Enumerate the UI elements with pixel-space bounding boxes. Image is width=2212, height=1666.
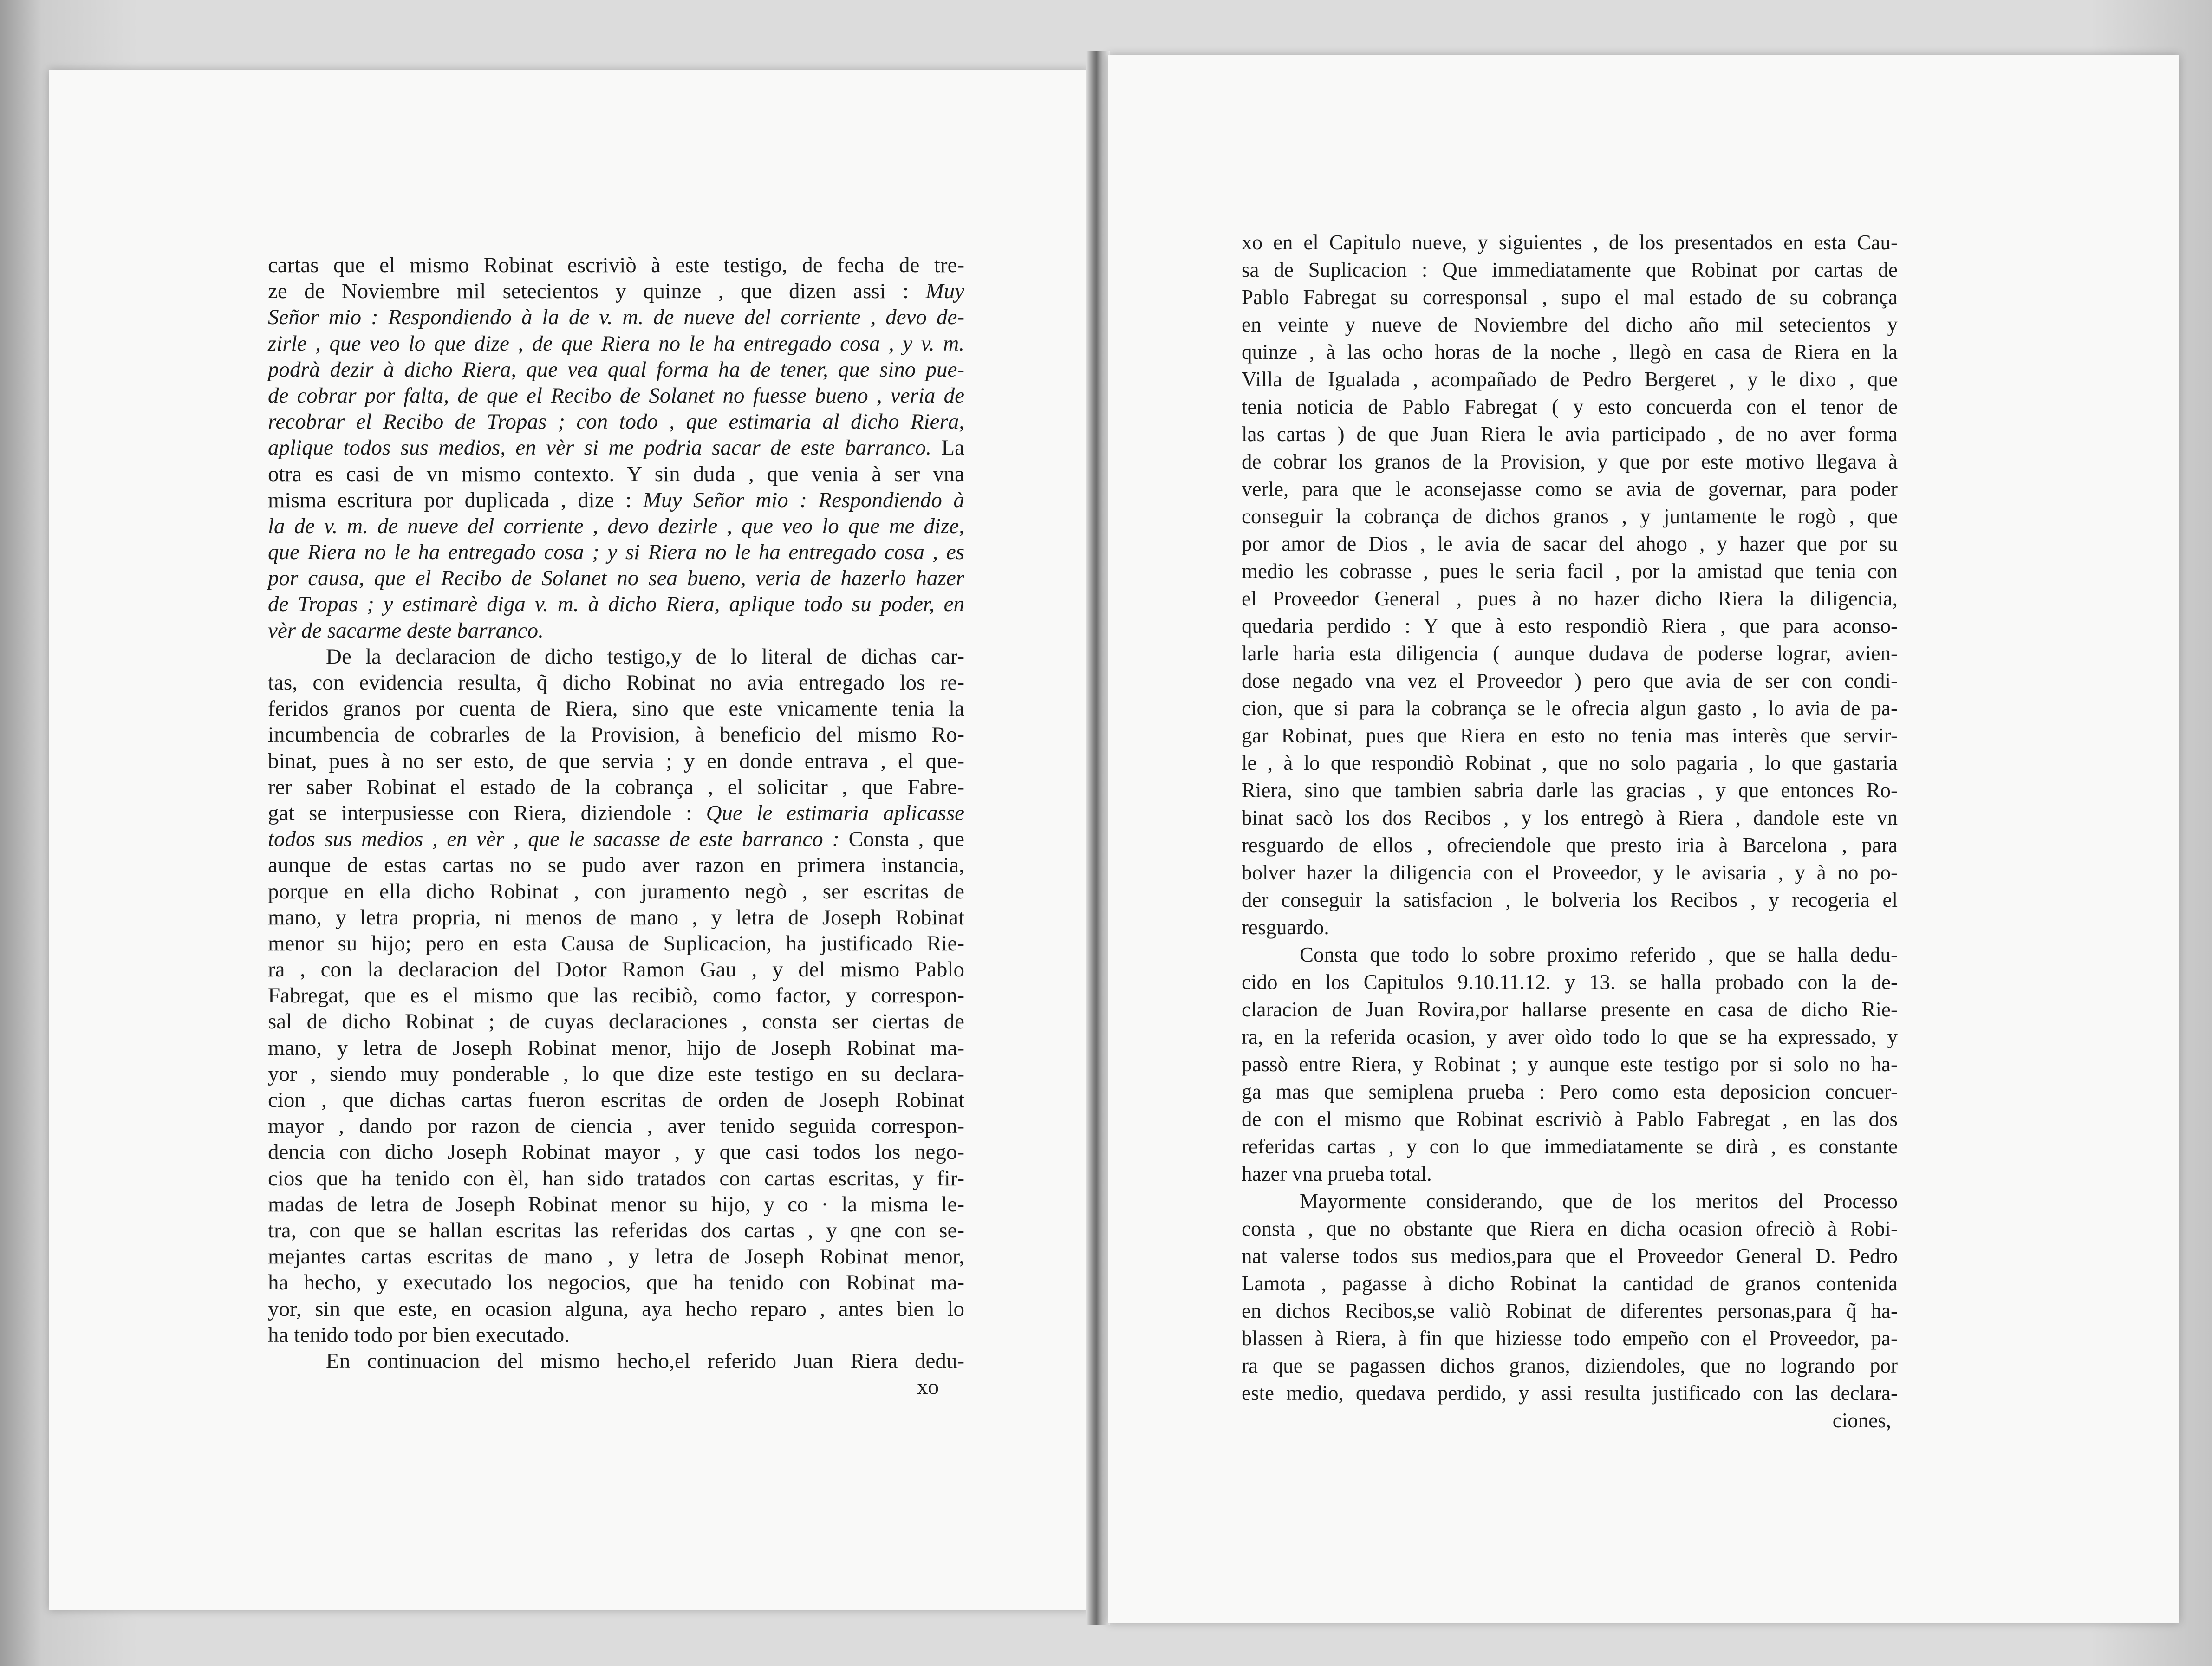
line-text: [1242, 886, 1898, 914]
line-text: [268, 331, 964, 357]
italic-text-segment: recobrar el Recibo de Tropas ; con todo , que estimaria al dicho Riera,: [268, 410, 964, 434]
text-line: [268, 252, 964, 278]
line-text: [268, 1035, 964, 1061]
line-text: [268, 879, 964, 905]
line-text: [1242, 585, 1898, 612]
text-line: [1242, 695, 1898, 722]
line-text: [268, 252, 964, 278]
text-line: [268, 331, 964, 357]
line-text: [1300, 1188, 1898, 1215]
text-line: [1242, 530, 1898, 558]
text-line: [1242, 1215, 1898, 1243]
text-segment: yor , siendo muy ponderable , lo que dize este testigo en su declara-: [268, 1061, 964, 1086]
text-line: [268, 435, 964, 461]
line-text: [268, 487, 964, 513]
text-line: [268, 278, 964, 304]
text-line: [268, 409, 964, 435]
line-text: [268, 1243, 964, 1269]
text-segment: cido en los Capitulos 9.10.11.12. y 13. se halla probado con la de-: [1242, 970, 1898, 994]
line-text: [268, 278, 964, 304]
line-text: [1242, 804, 1898, 832]
text-segment: mayor , dando por razon de ciencia , aver tenido seguida correspon-: [268, 1114, 964, 1139]
text-line: [1242, 667, 1898, 695]
line-text: [268, 383, 964, 409]
text-line: [268, 357, 964, 383]
line-text: [1242, 969, 1898, 996]
text-segment: tra, con que se hallan escritas las referidas dos cartas , y qne con se-: [268, 1218, 964, 1243]
text-segment: ze de Noviembre mil setecientos y quinze , que dizen assi :: [268, 279, 926, 304]
text-segment: Mayormente considerando, que de los meritos del Processo: [1300, 1190, 1898, 1213]
line-text: [268, 304, 964, 330]
line-text: [268, 1296, 964, 1322]
catchword: ciones,: [1832, 1409, 1891, 1432]
text-segment: binat, pues à no ser esto, de que servia ; y en donde entrava , el que-: [268, 748, 964, 773]
text-line: [1242, 859, 1898, 886]
text-segment: ra , con la declaracion del Dotor Ramon Gau , y del mismo Pablo: [268, 957, 964, 982]
text-segment: La: [931, 436, 964, 460]
line-text: [268, 852, 964, 878]
line-text: [1242, 749, 1898, 777]
text-line: [268, 1061, 964, 1087]
line-text: [1242, 832, 1898, 859]
line-text: [268, 1113, 964, 1139]
text-line: [268, 539, 964, 565]
line-text: [1242, 667, 1898, 695]
catchword-line: [1242, 1407, 1898, 1434]
text-line: [268, 852, 964, 878]
text-line: [268, 826, 964, 852]
text-line: [268, 1139, 964, 1165]
text-segment: En continuacion del mismo hecho,el referido Juan Riera dedu-: [326, 1348, 964, 1373]
text-segment: mejantes cartas escritas de mano , y letra de Joseph Robinat menor,: [268, 1244, 964, 1269]
text-line: [268, 618, 964, 644]
line-text: [268, 1165, 964, 1191]
text-line: [268, 983, 964, 1009]
text-line: [268, 513, 964, 539]
text-line: [1242, 886, 1898, 914]
line-text: [1242, 1078, 1898, 1106]
text-line: [268, 1113, 964, 1139]
text-line: [268, 670, 964, 696]
text-line: [268, 1322, 964, 1348]
text-line: [1242, 1023, 1898, 1051]
text-line: [1242, 1325, 1898, 1352]
text-line: [1242, 1270, 1898, 1297]
text-segment: menor su hijo; pero en esta Causa de Suplicacion, ha justificado Rie-: [268, 931, 964, 956]
text-line: [268, 1165, 964, 1191]
italic-text-segment: Señor mio : Respondiendo à la de v. m. de nueve del corriente , devo de-: [268, 305, 964, 330]
text-segment: ha tenido todo por bien executado.: [268, 1322, 570, 1347]
italic-text-segment: Muy Señor mio : Respondiendo à: [643, 488, 964, 512]
text-segment: gar Robinat, pues que Riera en esto no tenia mas interès que servir-: [1242, 724, 1898, 747]
italic-text-segment: la de v. m. de nueve del corriente , devo dezirle , que veo lo que me dize,: [268, 514, 964, 538]
text-segment: aunque de estas cartas no se pudo aver razon en primera instancia,: [268, 853, 964, 878]
text-segment: dencia con dicho Joseph Robinat mayor , y que casi todos los nego-: [268, 1140, 964, 1165]
text-segment: hazer vna prueba total.: [1242, 1162, 1432, 1185]
text-segment: xo en el Capitulo nueve, y siguientes , de los presentados en esta Cau-: [1242, 231, 1898, 254]
text-line: [268, 565, 964, 591]
text-line: [268, 696, 964, 722]
line-text: [268, 539, 964, 565]
text-line: [1242, 612, 1898, 640]
text-segment: en dichos Recibos,se valiò Robinat de diferentes personas,para q̃ ha-: [1242, 1299, 1898, 1322]
line-text: [1242, 1160, 1432, 1188]
line-text: [1242, 640, 1898, 667]
text-line: [268, 591, 964, 617]
text-line: [268, 304, 964, 330]
text-line: [268, 1296, 964, 1322]
catchword-line: [268, 1374, 964, 1400]
text-line: [1242, 832, 1898, 859]
line-text: [268, 826, 964, 852]
text-segment: incumbencia de cobrarles de la Provision, à beneficio del mismo Ro-: [268, 722, 964, 747]
line-text: [1242, 1023, 1898, 1051]
line-text: [1242, 393, 1898, 421]
text-line: [268, 1087, 964, 1113]
line-text: [1242, 1133, 1898, 1160]
line-text: [1242, 311, 1898, 338]
text-segment: larle haria esta diligencia ( aunque dudava de poderse lograr, avien-: [1242, 642, 1898, 665]
text-segment: ha hecho, y executado los negocios, que ha tenido con Robinat ma-: [268, 1270, 964, 1295]
text-line: [1242, 1133, 1898, 1160]
text-line: [1242, 475, 1898, 503]
text-segment: medio les cobrasse , pues le seria facil , por la amistad que tenia con: [1242, 560, 1898, 583]
text-line: [1242, 585, 1898, 612]
line-text: [1242, 1380, 1898, 1407]
text-segment: las cartas ) de que Juan Riera le avia participado , de no aver forma: [1242, 423, 1898, 446]
line-text: [1242, 256, 1898, 284]
text-segment: verle, para que le aconsejasse como se avia de governar, para poder: [1242, 477, 1898, 501]
line-text: [268, 800, 964, 826]
text-line: [1242, 804, 1898, 832]
text-segment: cartas que el mismo Robinat escriviò à este testigo, de fecha de tre-: [268, 253, 964, 277]
text-line: [268, 879, 964, 905]
text-segment: resguardo.: [1242, 916, 1329, 939]
text-segment: de con el mismo que Robinat escriviò à Pablo Fabregat , en las dos: [1242, 1107, 1898, 1131]
text-line: [268, 461, 964, 487]
italic-text-segment: podrà dezir à dicho Riera, que vea qual forma ha de tener, que sino pue-: [268, 357, 964, 382]
text-segment: bolver hazer la diligencia con el Proveedor, y le avisaria , y à no po-: [1242, 861, 1898, 884]
line-text: [1242, 284, 1898, 311]
line-text: [1242, 1243, 1898, 1270]
text-segment: cios que ha tenido con èl, han sido tratados con cartas escritas, y fir-: [268, 1166, 964, 1191]
text-line: [268, 800, 964, 826]
line-text: [1242, 1352, 1898, 1380]
line-text: [268, 513, 964, 539]
text-segment: Consta , que: [839, 827, 964, 852]
italic-text-segment: todos sus medios , en vèr , que le sacasse de este barranco :: [268, 827, 840, 852]
text-line: [268, 774, 964, 800]
line-text: [268, 931, 964, 957]
text-line: [1242, 1078, 1898, 1106]
line-text: [268, 618, 544, 644]
line-text: [268, 1087, 964, 1113]
line-text: [1242, 1325, 1898, 1352]
italic-text-segment: por causa, que el Recibo de Solanet no sea bueno, veria de hazerlo hazer: [268, 566, 964, 591]
line-text: [1242, 229, 1898, 256]
line-text: [1242, 530, 1898, 558]
text-line: [268, 1009, 964, 1035]
line-text: [1242, 1270, 1898, 1297]
text-segment: gat se interpusiesse con Riera, diziendole :: [268, 800, 706, 825]
line-text: [1242, 1051, 1898, 1078]
text-segment: tenia noticia de Pablo Fabregat ( y esto concuerda con el tenor de: [1242, 395, 1898, 418]
text-line: [268, 957, 964, 983]
text-line: [1242, 311, 1898, 338]
italic-text-segment: de cobrar por falta, de que el Recibo de Solanet no fuesse bueno , veria de: [268, 383, 964, 408]
text-segment: mano, y letra propria, ni menos de mano , y letra de Joseph Robinat: [268, 905, 964, 930]
text-segment: tas, con evidencia resulta, q̃ dicho Robinat no avia entregado los re-: [268, 670, 964, 695]
line-text: [268, 1061, 964, 1087]
line-text: [1242, 421, 1898, 448]
italic-text-segment: de Tropas ; y estimarè diga v. m. à dicho Riera, aplique todo su poder, en: [268, 592, 964, 617]
text-line: [1242, 1051, 1898, 1078]
line-text: [1300, 941, 1898, 969]
text-segment: yor, sin que este, en ocasion alguna, aya hecho reparo , antes bien lo: [268, 1296, 964, 1321]
catchword: xo: [917, 1375, 939, 1399]
text-segment: referidas cartas , y con lo que immediatamente se dirà , es constante: [1242, 1135, 1898, 1158]
line-text: [268, 722, 964, 748]
text-line: [268, 1269, 964, 1295]
line-text: [1242, 722, 1898, 749]
italic-text-segment: aplique todos sus medios, en vèr si me podria sacar de este barranco.: [268, 436, 932, 460]
text-line: [268, 1348, 964, 1374]
line-text: [1242, 1215, 1898, 1243]
text-segment: Consta que todo lo sobre proximo referido , que se halla dedu-: [1300, 943, 1898, 966]
text-segment: quinze , à las ocho horas de la noche , llegò en casa de Riera en la: [1242, 340, 1898, 364]
text-segment: consta , que no obstante que Riera en dicha ocasion ofreciò à Robi-: [1242, 1217, 1898, 1240]
text-line: [1242, 393, 1898, 421]
line-text: [268, 670, 964, 696]
line-text: [268, 1322, 570, 1348]
line-text: [268, 1269, 964, 1295]
line-text: [1242, 1106, 1898, 1133]
line-text: [268, 1191, 964, 1217]
text-line: [1242, 722, 1898, 749]
text-line: [268, 487, 964, 513]
line-text: [268, 435, 964, 461]
text-line: [1242, 366, 1898, 393]
text-line: [1242, 1352, 1898, 1380]
line-text: [1242, 558, 1898, 585]
text-segment: porque en ella dicho Robinat , con juramento negò , ser escritas de: [268, 879, 964, 904]
text-line: [268, 905, 964, 931]
text-segment: der conseguir la satisfacion , le bolveria los Recibos , y recogeria el: [1242, 888, 1898, 911]
text-segment: passò entre Riera, y Robinat ; y aunque este testigo por si solo no ha-: [1242, 1053, 1898, 1076]
text-segment: resguardo de ellos , ofreciendole que presto iria à Barcelona , para: [1242, 833, 1898, 857]
text-segment: misma escritura por duplicada , dize :: [268, 488, 643, 512]
text-line: [1242, 1188, 1898, 1215]
text-segment: De la declaracion de dicho testigo,y de lo literal de dichas car-: [326, 644, 964, 669]
line-text: [268, 1139, 964, 1165]
text-line: [268, 931, 964, 957]
line-text: [268, 774, 964, 800]
text-line: [268, 383, 964, 409]
line-text: [1242, 1297, 1898, 1325]
line-text: [1242, 338, 1898, 366]
text-line: [1242, 1160, 1898, 1188]
italic-text-segment: Que le estimaria aplicasse: [706, 800, 964, 825]
line-text: [268, 696, 964, 722]
line-text: [268, 748, 964, 774]
right-text-column: [1242, 229, 1898, 1434]
line-text: [1242, 612, 1898, 640]
text-segment: de cobrar los granos de la Provision, y que por este motivo llegava à: [1242, 450, 1898, 473]
text-line: [1242, 558, 1898, 585]
text-line: [1242, 1106, 1898, 1133]
text-line: [1242, 284, 1898, 311]
text-segment: por amor de Dios , le avia de sacar del ahogo , y hazer que por su: [1242, 532, 1898, 555]
line-text: [1242, 448, 1898, 475]
text-segment: Riera, sino que tambien sabria darle las gracias , y que entonces Ro-: [1242, 779, 1898, 802]
line-text: [268, 905, 964, 931]
text-line: [268, 722, 964, 748]
line-text: [326, 1348, 964, 1374]
text-segment: cion , que dichas cartas fueron escritas de orden de Joseph Robinat: [268, 1088, 964, 1112]
text-segment: sa de Suplicacion : Que immediatamente que Robinat por cartas de: [1242, 258, 1898, 281]
text-line: [268, 1243, 964, 1269]
text-line: [1242, 503, 1898, 530]
text-segment: Villa de Igualada , acompañado de Pedro Bergeret , y le dixo , que: [1242, 368, 1898, 391]
text-line: [1242, 749, 1898, 777]
text-segment: feridos granos por cuenta de Riera, sino que este vnicamente tenia la: [268, 696, 964, 721]
italic-text-segment: zirle , que veo lo que dize , de que Riera no le ha entregado cosa , y v. m.: [268, 331, 964, 356]
line-text: [268, 1217, 964, 1243]
text-segment: claracion de Juan Rovira,por hallarse presente en casa de dicho Rie-: [1242, 998, 1898, 1021]
text-segment: le , à lo que respondiò Robinat , que no solo pagaria , lo que gastaria: [1242, 751, 1898, 774]
text-segment: el Proveedor General , pues à no hazer dicho Riera la diligencia,: [1242, 587, 1898, 610]
text-line: [1242, 996, 1898, 1023]
text-segment: mano, y letra de Joseph Robinat menor, hijo de Joseph Robinat ma-: [268, 1035, 964, 1060]
line-text: [1242, 996, 1898, 1023]
text-line: [1242, 777, 1898, 804]
line-text: [268, 357, 964, 383]
text-line: [268, 644, 964, 670]
text-segment: Fabregat, que es el mismo que las recibiò, como factor, y correspon-: [268, 983, 964, 1008]
text-segment: en veinte y nueve de Noviembre del dicho año mil setecientos y: [1242, 313, 1898, 336]
text-line: [268, 1035, 964, 1061]
text-segment: binat sacò los dos Recibos , y los entregò à Riera , dandole este vn: [1242, 806, 1898, 829]
line-text: [1242, 366, 1898, 393]
text-line: [1242, 941, 1898, 969]
text-line: [1242, 914, 1898, 941]
line-text: [326, 644, 964, 670]
line-text: [268, 591, 964, 617]
text-segment: rer saber Robinat el estado de la cobrança , el solicitar , que Fabre-: [268, 774, 964, 799]
line-text: [268, 461, 964, 487]
text-segment: otra es casi de vn mismo contexto. Y sin duda , que venia à ser vna: [268, 462, 964, 486]
text-segment: ra, en la referida ocasion, y aver oìdo todo lo que se ha expressado, y: [1242, 1025, 1898, 1048]
text-segment: ra que se pagassen dichos granos, diziendoles, que no logrando por: [1242, 1354, 1898, 1377]
text-segment: sal de dicho Robinat ; de cuyas declaraciones , consta ser ciertas de: [268, 1009, 964, 1034]
line-text: [1242, 503, 1898, 530]
text-line: [1242, 421, 1898, 448]
text-line: [1242, 448, 1898, 475]
text-line: [268, 748, 964, 774]
text-line: [1242, 1380, 1898, 1407]
text-line: [1242, 229, 1898, 256]
text-line: [268, 1217, 964, 1243]
line-text: [1242, 859, 1898, 886]
italic-text-segment: vèr de sacarme deste barranco.: [268, 618, 544, 643]
text-segment: Lamota , pagasse à dicho Robinat la cantidad de granos contenida: [1242, 1272, 1898, 1295]
left-text-column: [268, 252, 964, 1400]
text-segment: dose negado vna vez el Proveedor ) pero que avia de ser con condi-: [1242, 669, 1898, 692]
line-text: [268, 409, 964, 435]
text-segment: este medio, quedava perdido, y assi resulta justificado con las declara-: [1242, 1381, 1898, 1405]
text-line: [1242, 1297, 1898, 1325]
text-segment: quedaria perdido : Y que à esto respondiò Riera , que para aconso-: [1242, 614, 1898, 638]
text-segment: cion, que si para la cobrança se le ofrecia algun gasto , lo avia de pa-: [1242, 696, 1898, 720]
text-line: [1242, 969, 1898, 996]
text-segment: blassen à Riera, à fin que hiziesse todo empeño con el Proveedor, pa-: [1242, 1327, 1898, 1350]
line-text: [1242, 695, 1898, 722]
text-line: [1242, 640, 1898, 667]
text-line: [1242, 1243, 1898, 1270]
text-segment: nat valerse todos sus medios,para que el Proveedor General D. Pedro: [1242, 1244, 1898, 1268]
line-text: [1242, 777, 1898, 804]
line-text: [268, 983, 964, 1009]
italic-text-segment: Muy: [925, 279, 964, 304]
text-line: [1242, 256, 1898, 284]
line-text: [268, 565, 964, 591]
line-text: [268, 1009, 964, 1035]
page-gutter: [1086, 51, 1110, 1625]
line-text: [1242, 914, 1329, 941]
text-segment: ga mas que semiplena prueba : Pero como esta deposicion concuer-: [1242, 1080, 1898, 1103]
text-segment: Pablo Fabregat su corresponsal , supo el mal estado de su cobrança: [1242, 286, 1898, 309]
text-segment: conseguir la cobrança de dichos granos , y juntamente le rogò , que: [1242, 505, 1898, 528]
italic-text-segment: que Riera no le ha entregado cosa ; y si Riera no le ha entregado cosa , es: [268, 540, 964, 565]
text-line: [268, 1191, 964, 1217]
text-line: [1242, 338, 1898, 366]
line-text: [268, 957, 964, 983]
line-text: [1242, 475, 1898, 503]
text-segment: madas de letra de Joseph Robinat menor su hijo, y co · la misma le-: [268, 1192, 964, 1217]
